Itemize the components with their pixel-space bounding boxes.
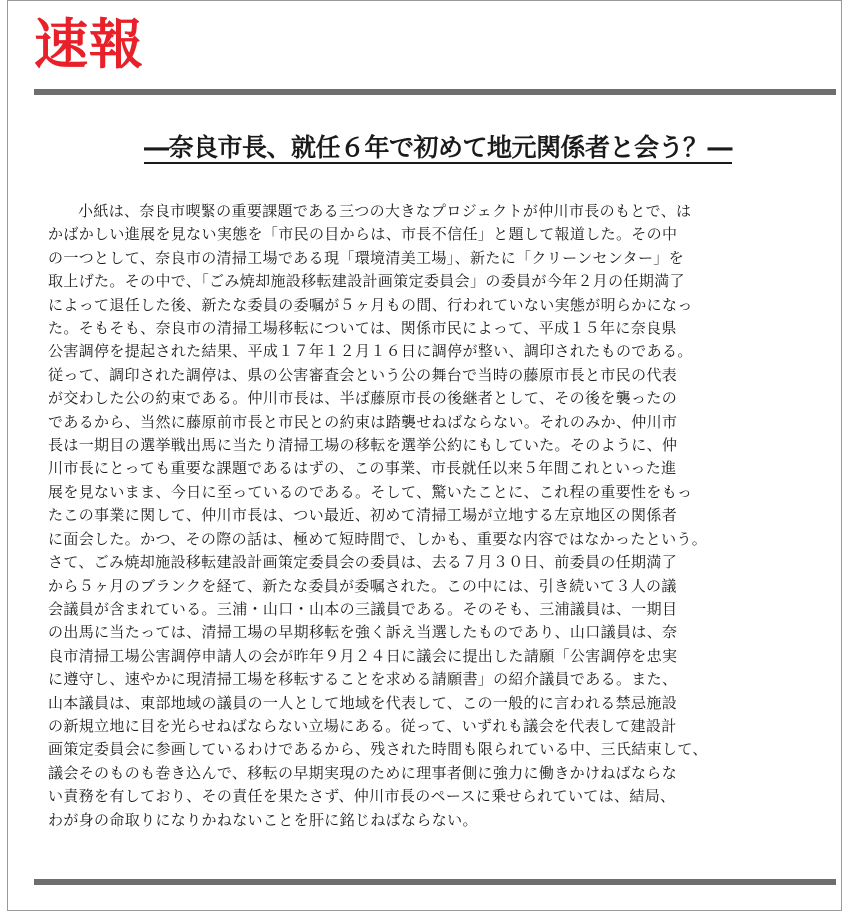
article-line: の一つとして、奈良市の清掃工場である現「環境清美工場」、新たに「クリーンセンター」を xyxy=(48,248,685,267)
article-line: い責務を有しており、その責任を果たさず、仲川市長のペースに乗せられていては、結局、 xyxy=(48,787,676,806)
headline: ―奈良市長、就任６年で初めて地元関係者と会う？― xyxy=(143,133,732,162)
article-line: の出馬に当たっては、清掃工場の早期移転を強く訴え当選したものであり、山口議員は、奈 xyxy=(48,623,678,642)
article-line: さて、ごみ焼却施設移転建設計画策定委員会の委員は、去る７月３０日、前委員の任期満了 xyxy=(48,553,678,572)
article-line: 小紙は、奈良市喫緊の重要課題である三つの大きなプロジェクトが仲川市長のもとで、は xyxy=(78,202,692,220)
article-line: かばかしい進展を見ない実態を「市民の目からは、市長不信任」と題して報道した。その中 xyxy=(48,225,678,244)
article-line: 会議員が含まれている。三浦・山口・山本の三議員である。そのそも、三浦議員は、一期目 xyxy=(48,599,678,618)
article-line: であるから、当然に藤原前市長と市民との約束は踏襲せねばならない。それのみか、仲川市 xyxy=(48,412,678,431)
article-line: 良市清掃工場公害調停申請人の会が昨年９月２４日に議会に提出した請願「公害調停を忠実 xyxy=(48,646,678,665)
article-line: 長は一期目の選挙戦出馬に当たり清掃工場の移転を選挙公約にもしていた。そのように、仲 xyxy=(48,436,678,455)
article-line: 公害調停を提起された結果、平成１７年１２月１６日に調停が整い、調印されたものである。 xyxy=(48,342,693,361)
breaking-news-label: 速報 xyxy=(34,12,144,76)
article-line: が交わした公の約束である。仲川市長は、半ば藤原市長の後継者として、その後を襲ったの xyxy=(48,389,678,408)
bottom-divider xyxy=(34,879,836,885)
article-line: から５ヶ月のブランクを経て、新たな委員が委嘱された。この中には、引き続いて３人の議 xyxy=(48,576,677,595)
article-line: た。そもそも、奈良市の清掃工場移転については、関係市民によって、平成１５年に奈良県 xyxy=(48,319,677,338)
article-line: 山本議員は、東部地域の議員の一人として地域を代表して、この一般的に言われる禁忌施設 xyxy=(48,693,678,712)
article-body xyxy=(48,200,818,832)
article-line: たこの事業に関して、仲川市長は、つい最近、初めて清掃工場が立地する左京地区の関係者 xyxy=(48,506,678,525)
article-line: に遵守し、速やかに現清掃工場を移転することを求める請願書」の紹介議員である。また、 xyxy=(48,670,678,689)
article-line: 従って、調印された調停は、県の公害審査会という公の舞台で当時の藤原市長と市民の代表 xyxy=(48,365,678,384)
article-line: 画策定委員会に参画しているわけであるから、残された時間も限られている中、三氏結束して、 xyxy=(48,740,708,759)
article-line: の新規立地に目を光らせねばならない立場にある。従って、いずれも議会を代表して建設計 xyxy=(48,716,677,735)
article-line: 川市長にとっても重要な課題であるはずの、この事業、市長就任以来５年間これといった進 xyxy=(48,459,677,478)
page-frame xyxy=(7,0,842,911)
article-line: に面会した。かつ、その際の話は、極めて短時間で、しかも、重要な内容ではなかったという。 xyxy=(48,529,708,548)
article-line: わが身の命取りになりかねないことを肝に銘じねばならない。 xyxy=(48,810,478,829)
top-divider xyxy=(34,89,836,95)
article-line: 展を見ないまま、今日に至っているのである。そして、驚いたことに、これ程の重要性をもっ xyxy=(48,482,693,501)
article-line: によって退任した後、新たな委員の委嘱が５ヶ月もの間、行われていない実態が明らかになっ xyxy=(48,295,693,314)
article-line: 取上げた。その中で、「ごみ焼却施設移転建設計画策定委員会」の委員が今年２月の任期満了 xyxy=(48,272,685,291)
article-line: 議会そのものも巻き込んで、移転の早期実現のために理事者側に強力に働きかけねばならな xyxy=(48,763,678,782)
